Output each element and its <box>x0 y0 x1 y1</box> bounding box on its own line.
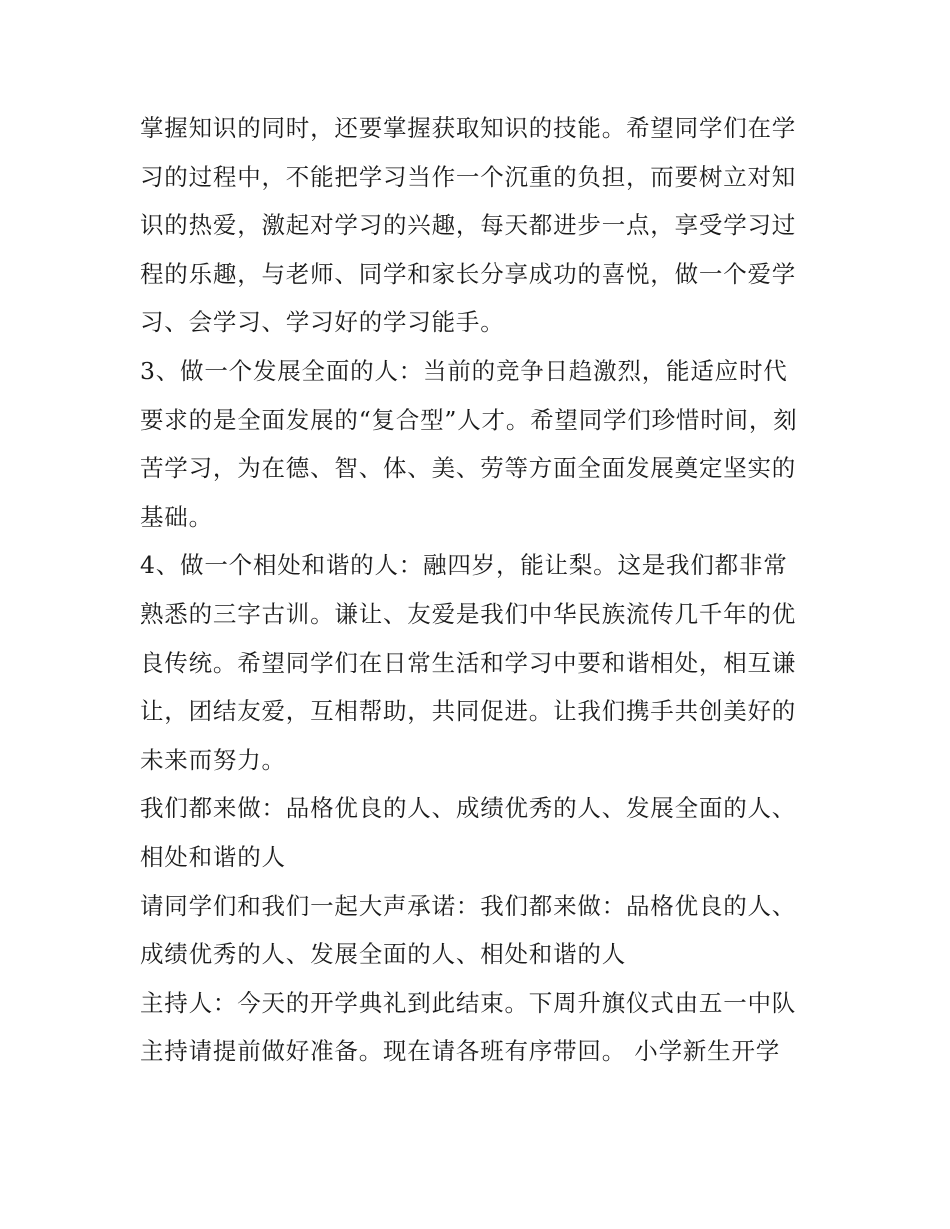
text-line: 4、做一个相处和谐的人：融四岁，能让梨。这是我们都非常 <box>140 551 788 580</box>
text-line: 主持请提前做好准备。现在请各班有序带回。 小学新生开学 <box>140 1037 781 1066</box>
document-body <box>140 104 820 1076</box>
text-line: 苦学习，为在德、智、体、美、劳等方面全面发展奠定坚实的 <box>140 454 797 483</box>
text-line: 识的热爱，激起对学习的兴趣，每天都进步一点，享受学习过 <box>140 211 797 240</box>
text-line: 要求的是全面发展的“复合型”人才。希望同学们珍惜时间，刻 <box>140 405 798 434</box>
text-line: 习的过程中，不能把学习当作一个沉重的负担，而要树立对知 <box>140 162 797 191</box>
text-line: 掌握知识的同时，还要掌握获取知识的技能。希望同学们在学 <box>140 114 797 142</box>
text-line: 请同学们和我们一起大声承诺：我们都来做：品格优良的人、 <box>140 891 797 920</box>
text-line: 习、会学习、学习好的学习能手。 <box>140 308 505 337</box>
text-line: 未来而努力。 <box>140 745 286 774</box>
text-line: 我们都来做：品格优良的人、成绩优秀的人、发展全面的人、 <box>140 794 797 823</box>
text-line: 相处和谐的人 <box>140 842 286 871</box>
text-line: 熟悉的三字古训。谦让、友爱是我们中华民族流传几千年的优 <box>140 599 797 628</box>
text-line: 3、做一个发展全面的人：当前的竞争日趋激烈，能适应时代 <box>140 356 788 385</box>
text-line: 让，团结友爱，互相帮助，共同促进。让我们携手共创美好的 <box>140 697 797 726</box>
text-line: 基础。 <box>140 502 213 531</box>
text-line: 成绩优秀的人、发展全面的人、相处和谐的人 <box>140 940 626 969</box>
text-line: 良传统。希望同学们在日常生活和学习中要和谐相处，相互谦 <box>140 648 797 677</box>
text-line: 程的乐趣，与老师、同学和家长分享成功的喜悦，做一个爱学 <box>140 259 797 288</box>
text-line: 主持人：今天的开学典礼到此结束。下周升旗仪式由五一中队 <box>140 988 797 1017</box>
